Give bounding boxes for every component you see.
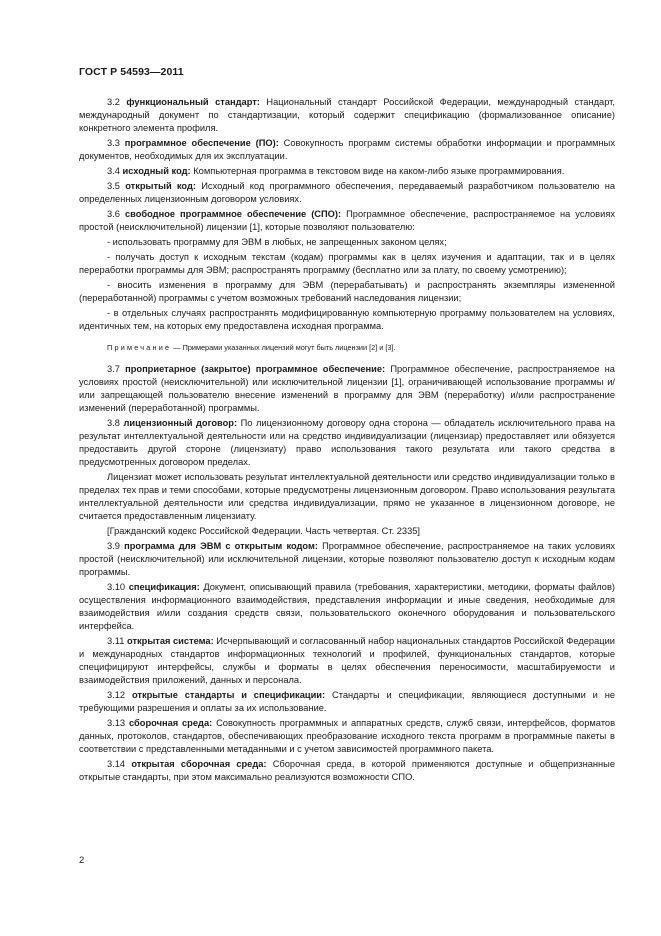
def-text: Исчерпывающий и согласованный набор национальных стандартов Российской Федерации и международных стандартов информационных технологий и профилей, функциональных стандартов, которые специфицируют интерфейсы, службы и форматы в целях обеспечения переносимости, масштабируемости и взаимодействия приложений, данных и персонала. [79, 636, 615, 685]
def-term: открытые стандарты и спецификации: [131, 690, 326, 700]
def-text: Стандарты и спецификации, являющиеся доступными и не требующими разрешения и оплаты за их использование. [79, 690, 615, 713]
definition-3-5 [79, 180, 615, 206]
def-text: Программное обеспечение, распространяемое на условиях простой (неисключительной) лицензии [1], которые позволяют пользователю: [79, 209, 615, 232]
def-text: Программное обеспечение, распространяемое на таких условиях простой (неисключительной) или исключительной лицензии, которые позволяют пользователю доступ к исходным кодам программы. [79, 541, 616, 577]
def-number: 3.10 [107, 582, 126, 592]
def-number: 3.11 [107, 636, 125, 646]
def-number: 3.4 [107, 166, 120, 176]
def-text: Документ, описывающий правила (требования, характеристики, методики, форматы файлов) осуществления информационного взаимодействия, представления информации и иные сведения, необходимые для взаимодействия и/или создания средств связи, пользовательского оконечного оборудования и пользовательского интерфейса. [79, 582, 615, 631]
definition-3-9 [79, 540, 615, 579]
document-header: ГОСТ Р 54593—2011 [79, 66, 184, 78]
definition-3-4 [79, 165, 615, 178]
def-term: проприетарное (закрытое) программное обеспечение: [125, 364, 386, 374]
def-text: Компьютерная программа в текстовом виде на каком-либо языке программирования. [193, 166, 565, 176]
def-number: 3.2 [107, 97, 120, 107]
def-number: 3.13 [107, 718, 126, 728]
def-number: 3.12 [107, 690, 126, 700]
def-term: открытый код: [125, 181, 196, 191]
list-item: - использовать программу для ЭВМ в любых, не запрещенных законом целях; [107, 237, 447, 247]
paragraph: Лицензиат может использовать результат интеллектуальной деятельности или средство индивидуализации только в пределах тех прав и теми способами, которые предусмотрены лицензионным договором. Право использования результата интеллектуальной деятельности или средства индивидуализации, прямо не указанное в лицензионном договоре, не считается предоставленным лицензиату. [79, 472, 615, 521]
definition-3-12 [79, 689, 615, 715]
def-number: 3.9 [107, 541, 120, 551]
document-body [79, 96, 615, 786]
def-term: функциональный стандарт: [126, 97, 260, 107]
definition-3-13 [79, 717, 615, 756]
def-text: Совокупность программ системы обработки информации и программных документов, необходимых для их эксплуатации. [79, 138, 616, 161]
def-term: открытая сборочная среда: [131, 759, 267, 769]
definition-3-10 [79, 581, 615, 633]
def-term: спецификация: [128, 582, 200, 592]
def-text: Исходный код программного обеспечения, передаваемый разработчиком пользователю на определенных лицензионным договором условиях. [79, 181, 616, 204]
list-item: - в отдельных случаях распространять модифицированную компьютерную программу пользователем на условиях, идентичных тем, на которых ему предоставлена исходная программа. [79, 308, 615, 331]
definition-3-3 [79, 137, 615, 163]
def-number: 3.5 [107, 181, 120, 191]
def-number: 3.7 [107, 364, 120, 374]
note [79, 341, 615, 354]
definition-3-6 [79, 208, 615, 234]
list-item: - получать доступ к исходным текстам (кодам) программы как в целях изучения и адаптации, так и в целях переработки программы для ЭВМ; распространять программу (бесплатно или за плату, по своему усмотрению); [79, 252, 615, 275]
def-number: 3.14 [107, 759, 126, 769]
def-number: 3.3 [107, 138, 120, 148]
def-term: сборочная среда: [128, 718, 213, 728]
def-text: Совокупность программных и аппаратных средств, служб связи, интерфейсов, форматов данных, протоколов, стандартов, обеспечивающих преобразование исходного текста программ в программные пакеты в соответствии с представленными метаданными и с учетом зависимостей программного пакета. [79, 718, 616, 754]
def-text: Программное обеспечение, распространяемое на условиях простой (неисключительной) или исключительной лицензии [1], ограничивающей использование программы и/или запрещающей пользователю внесение изменений в программу для ЭВМ (переработку) и/или распространение изменений (переработанной) программы. [79, 364, 615, 413]
def-text: Национальный стандарт Российской Федерации, международный стандарт, международный документ по стандартизации, который содержит спецификацию (формализованное описание) конкретного элемента профиля. [79, 97, 615, 133]
def-term: исходный код: [122, 166, 191, 176]
def-text: По лицензионному договору одна сторона — обладатель исключительного права на результат интеллектуальной деятельности или на средство индивидуализации (лицензиар) предоставляет или обязуется предоставить другой стороне (лицензиату) право использования такого результата или такого средства в предусмотренных договором пределах. [79, 418, 615, 467]
definition-3-7 [79, 363, 615, 415]
page-number: 2 [79, 855, 85, 866]
def-term: программное обеспечение (ПО): [124, 138, 279, 148]
def-term: свободное программное обеспечение (СПО): [124, 209, 342, 219]
def-term: лицензионный договор: [123, 418, 238, 428]
def-term: программа для ЭВМ с открытым кодом: [124, 541, 318, 551]
note-text: — Примерами указанных лицензий могут быть лицензии [2] и [3]. [171, 343, 396, 352]
source-reference: [Гражданский кодекс Российской Федерации. Часть четвертая. Ст. 2335] [107, 526, 420, 536]
definition-3-14 [79, 758, 615, 784]
def-text: Сборочная среда, в которой применяются доступные и общепризнанные открытые стандарты, при этом максимально реализуются возможности СПО. [79, 759, 615, 782]
list-item: - вносить изменения в программу для ЭВМ (перерабатывать) и распространять экземпляры измененной (переработанной) программы с учетом возможных требований наследования лицензии; [79, 280, 615, 303]
def-number: 3.8 [107, 418, 120, 428]
def-number: 3.6 [107, 209, 120, 219]
definition-3-11 [79, 635, 615, 687]
definition-3-8 [79, 417, 615, 469]
def-term: открытая система: [127, 636, 214, 646]
definition-3-2 [79, 96, 615, 135]
note-label: Примечание [107, 343, 172, 352]
